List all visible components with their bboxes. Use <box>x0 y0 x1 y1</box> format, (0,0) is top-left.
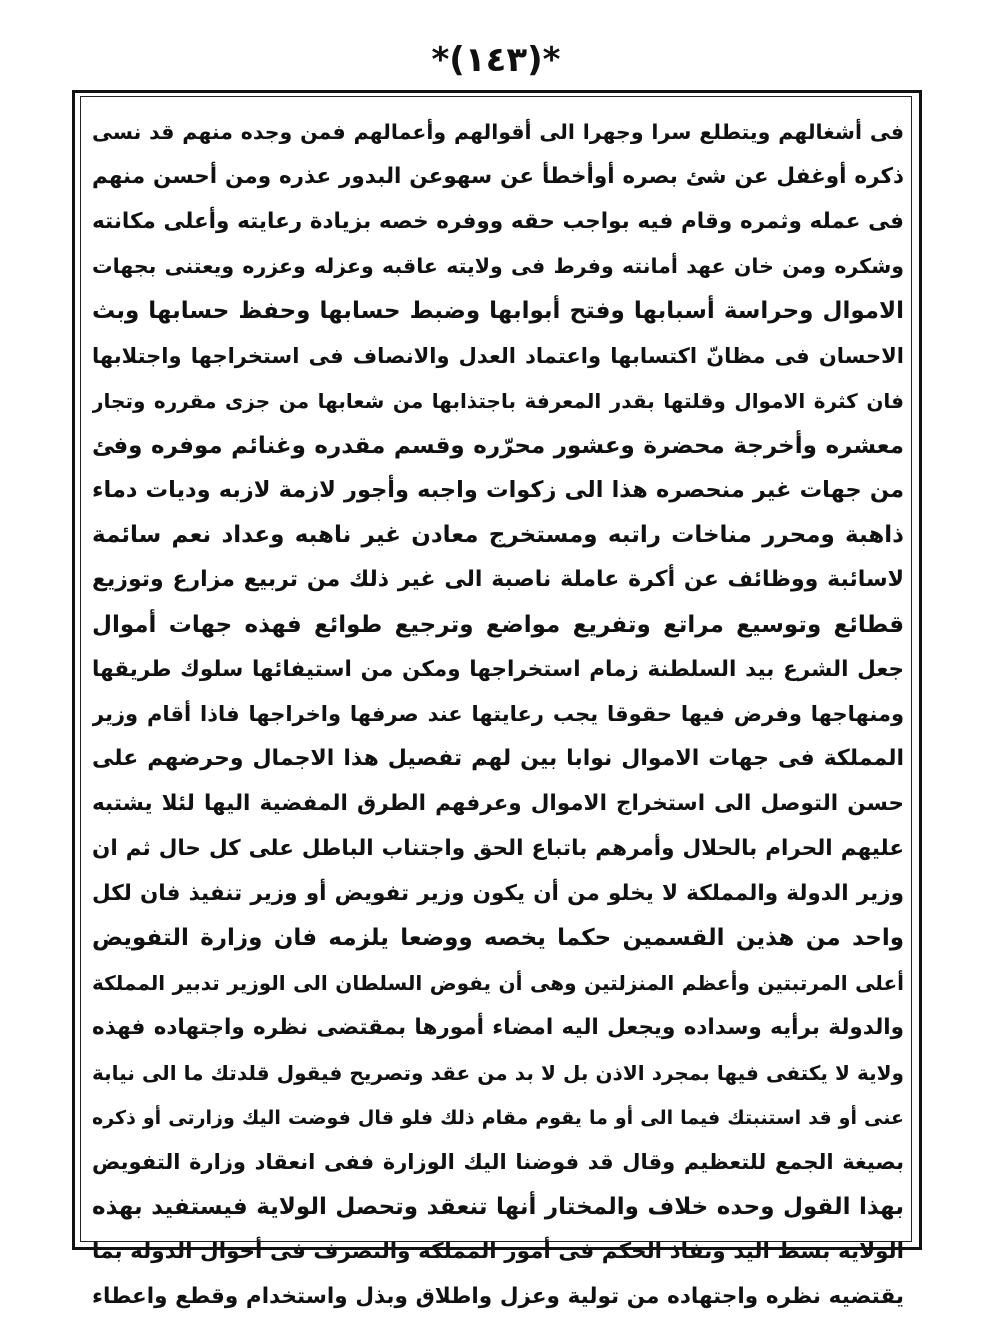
text-line-24: بصيغة الجمع للتعظيم وقال قد فوضنا اليك الوزارة ففى انعقاد وزارة التفويض <box>92 1150 904 1175</box>
text-line-1: فى أشغالهم ويتطلع سرا وجهرا الى أقوالهم وأعمالهم فمن وجده منهم قد نسى <box>92 120 904 144</box>
text-line-14: ومنهاجها وفرض فيها حقوقا يجب رعايتها عند صرفها واخراجها فاذا أقام وزير <box>92 702 904 727</box>
text-line-20: أعلى المرتبتين وأعظم المنزلتين وهى أن يفوض السلطان الى الوزير تدبير المملكة <box>92 971 904 996</box>
text-line-25: بهذا القول وحده خلاف والمختار أنها تنعقد وتحصل الولاية فيستفيد بهذه <box>92 1194 904 1221</box>
text-line-5: الاموال وحراسة أسبابها وفتح أبوابها وضبط حسابها وحفظ حسابها وبث <box>92 298 904 325</box>
text-line-7: فان كثرة الاموال وقلتها بقدر المعرفة باجتذابها من شعابها من جزى مقرره وتجار <box>92 388 904 413</box>
text-line-23: عنى أو قد استنبتك فيما الى أو ما يقوم مقام ذلك فلو قال فوضت اليك وزارتى أو ذكره <box>92 1106 904 1129</box>
text-line-22: ولاية لا يكتفى فيها بمجرد الاذن بل لا بد من عقد وتصريح فيقول قلدتك ما الى نيابة <box>92 1060 904 1085</box>
text-line-9: من جهات غير منحصره هذا الى زكوات واجبه وأجور لازمة لازبه وديات دماء <box>92 477 904 504</box>
text-line-6: الاحسان فى مظانّ اكتسابها واعتماد العدل والانصاف فى استخراجها واجتلابها <box>92 343 904 368</box>
text-line-27: يقتضيه نظره واجتهاده من تولية وعزل واطلاق وبذل واستخدام وقطع واعطاء <box>92 1283 904 1309</box>
text-body <box>92 110 904 1309</box>
text-line-13: جعل الشرع بيد السلطنة زمام استخراجها ومكن من استيفائها سلوك طريقها <box>92 656 904 682</box>
text-line-21: والدولة برأيه وسداده ويجعل اليه امضاء أمورها بمقتضى نظره واجتهاده فهذه <box>92 1014 904 1040</box>
text-line-16: حسن التوصل الى استخراج الاموال وعرفهم الطرق المفضية اليها لئلا يشتبه <box>92 790 904 816</box>
text-line-18: وزير الدولة والمملكة لا يخلو من أن يكون وزير تفويض أو وزير تنفيذ فان لكل <box>92 880 904 906</box>
text-line-15: المملكة فى جهات الاموال نوابا بين لهم تفصيل هذا الاجمال وحرضهم على <box>92 746 904 772</box>
text-line-17: عليهم الحرام بالحلال وأمرهم باتباع الحق واجتناب الباطل على كل حال ثم ان <box>92 835 904 861</box>
text-line-26: الولاية بسط اليد ونفاذ الحكم فى أمور المملكة والتصرف فى أحوال الدولة بما <box>92 1238 904 1264</box>
text-line-3: فى عمله وثمره وقام فيه بواجب حقه ووفره خصه بزيادة رعايته وأعلى مكانته <box>92 208 904 234</box>
text-line-8: معشره وأخرجة محضرة وعشور محرّره وقسم مقدره وغنائم موفره وفئ <box>92 432 904 459</box>
page-number: *(١٤٣)* <box>431 40 561 80</box>
text-line-2: ذكره أوغفل عن شئ بصره أوأخطأ عن سهوعن البدور عذره ومن أحسن منهم <box>92 163 904 189</box>
text-line-10: ذاهبة ومحرر مناخات راتبه ومستخرج معادن غير ناهبه وعداد نعم سائمة <box>92 522 904 549</box>
text-line-19: واحد من هذين القسمين حكما يخصه ووضعا يلزمه فان وزارة التفويض <box>92 925 904 952</box>
text-line-4: وشكره ومن خان عهد أمانته وفرط فى ولايته عاقبه وعزله وعزره ويعتنى بجهات <box>92 254 904 279</box>
text-line-11: لاسائبة ووظائف عن أكرة عاملة ناصبة الى غير ذلك من تربيع مزارع وتوزيع <box>92 566 904 592</box>
text-line-12: قطائع وتوسيع مراتع وتفريع مواضع وترجيع طوائع فهذه جهات أموال <box>92 611 904 638</box>
